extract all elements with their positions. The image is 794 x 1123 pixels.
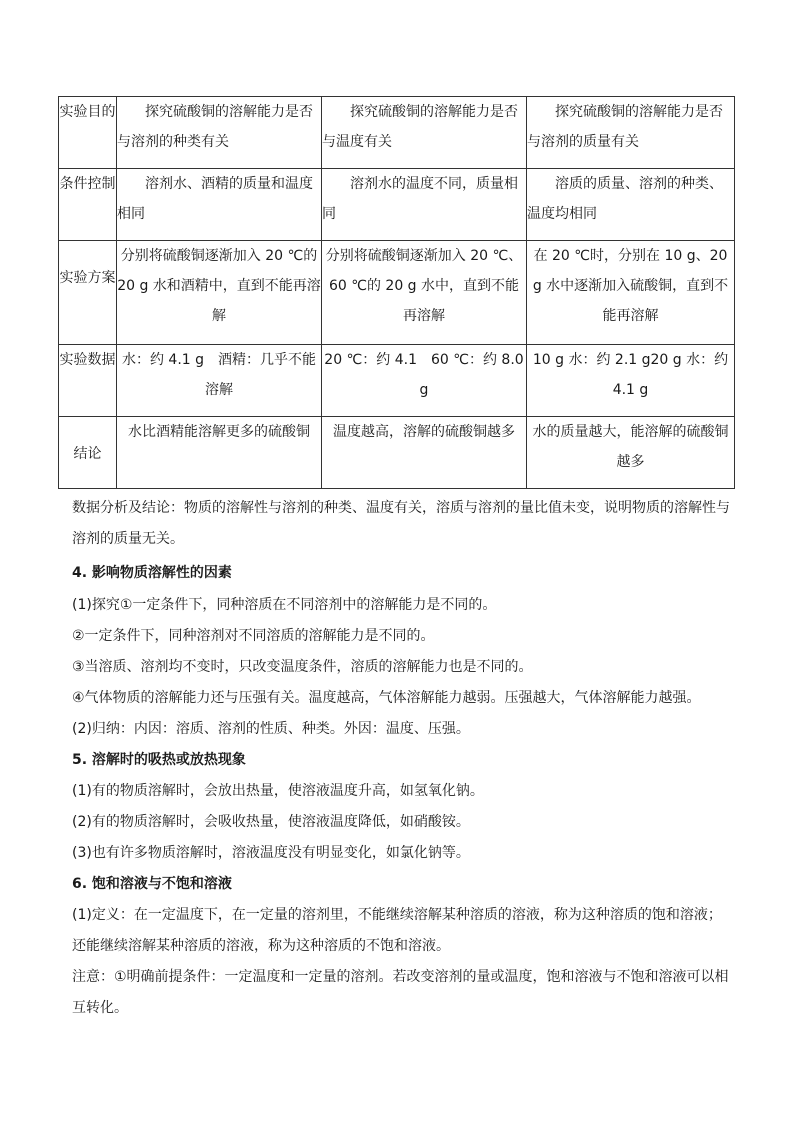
table-row bbox=[59, 97, 735, 169]
cell-text: 分别将硫酸铜逐渐加入 20 ℃的 20 g 水和酒精中，直到不能再溶解 bbox=[117, 248, 321, 324]
cell-text: 探究硫酸铜的溶解能力是否与温度有关 bbox=[322, 104, 518, 150]
table-row bbox=[59, 241, 735, 345]
section-4-item-3: ③当溶质、溶剂均不变时，只改变温度条件，溶质的溶解能力也是不同的。 bbox=[72, 659, 533, 675]
cell-text: 水比酒精能溶解更多的硫酸铜 bbox=[128, 424, 310, 440]
table-cell bbox=[527, 345, 735, 417]
table-cell bbox=[322, 241, 527, 345]
row-header-plan: 实验方案 bbox=[59, 241, 117, 345]
table-row bbox=[59, 417, 735, 489]
table-cell bbox=[322, 97, 527, 169]
cell-text: 水：约 4.1 g 酒精：几乎不能溶解 bbox=[121, 352, 317, 398]
section-6-definition: (1)定义：在一定温度下，在一定量的溶剂里，不能继续溶解某种溶质的溶液，称为这种溶质的饱和溶液；还能继续溶解某种溶质的溶液，称为这种溶质的不饱和溶液。 bbox=[72, 907, 722, 954]
table-cell bbox=[322, 417, 527, 489]
cell-text: 分别将硫酸铜逐渐加入 20 ℃、60 ℃的 20 g 水中，直到不能再溶解 bbox=[325, 248, 523, 324]
table-cell bbox=[117, 169, 322, 241]
section-4-item-4: ④气体物质的溶解能力还与压强有关。温度越高，气体溶解能力越弱。压强越大，气体溶解能力越强。 bbox=[72, 690, 701, 706]
cell-text: 温度越高，溶解的硫酸铜越多 bbox=[333, 424, 515, 440]
section-4-item-2: ②一定条件下，同种溶剂对不同溶质的溶解能力是不同的。 bbox=[72, 628, 435, 644]
cell-text: 水的质量越大，能溶解的硫酸铜越多 bbox=[532, 424, 729, 470]
cell-text: 在 20 ℃时，分别在 10 g、20 g 水中逐渐加入硫酸铜，直到不能再溶解 bbox=[532, 248, 729, 324]
table-cell bbox=[117, 345, 322, 417]
analysis-paragraph: 数据分析及结论：物质的溶解性与溶剂的种类、温度有关，溶质与溶剂的量比值未变，说明物质的溶解性与溶剂的质量无关。 bbox=[72, 500, 730, 547]
cell-text: 20 ℃：约 4.1 60 ℃：约 8.0 g bbox=[324, 352, 524, 398]
cell-text: 探究硫酸铜的溶解能力是否与溶剂的种类有关 bbox=[117, 104, 313, 150]
cell-text: 10 g 水：约 2.1 g20 g 水：约 4.1 g bbox=[532, 352, 729, 398]
cell-text: 溶质的质量、溶剂的种类、温度均相同 bbox=[527, 176, 723, 222]
cell-text: 探究硫酸铜的溶解能力是否与溶剂的质量有关 bbox=[527, 104, 723, 150]
table-cell bbox=[117, 417, 322, 489]
table-cell bbox=[117, 241, 322, 345]
section-5-item-3: (3)也有许多物质溶解时，溶液温度没有明显变化，如氯化钠等。 bbox=[72, 845, 470, 861]
cell-text: 溶剂水的温度不同，质量相同 bbox=[322, 176, 518, 222]
section-5-item-2: (2)有的物质溶解时，会吸收热量，使溶液温度降低，如硝酸铵。 bbox=[72, 814, 470, 830]
table-cell bbox=[527, 417, 735, 489]
cell-text: 溶剂水、酒精的质量和温度相同 bbox=[117, 176, 313, 222]
row-header-purpose: 实验目的 bbox=[59, 97, 117, 169]
table-cell bbox=[527, 169, 735, 241]
row-header-conclusion: 结论 bbox=[59, 417, 117, 489]
row-header-data: 实验数据 bbox=[59, 345, 117, 417]
table-cell bbox=[527, 241, 735, 345]
table-cell bbox=[322, 169, 527, 241]
section-5-item-1: (1)有的物质溶解时，会放出热量，使溶液温度升高，如氢氧化钠。 bbox=[72, 783, 484, 799]
table-row bbox=[59, 169, 735, 241]
table-cell bbox=[527, 97, 735, 169]
section-4-title: 4. 影响物质溶解性的因素 bbox=[72, 565, 232, 581]
section-5-title: 5. 溶解时的吸热或放热现象 bbox=[72, 752, 246, 768]
section-4-summary: (2)归纳：内因：溶质、溶剂的性质、种类。外因：温度、压强。 bbox=[72, 721, 470, 737]
row-header-condition: 条件控制 bbox=[59, 169, 117, 241]
table-cell bbox=[322, 345, 527, 417]
section-6-title: 6. 饱和溶液与不饱和溶液 bbox=[72, 876, 232, 892]
section-6-note: 注意：①明确前提条件：一定温度和一定量的溶剂。若改变溶剂的量或温度，饱和溶液与不饱和溶液可以相互转化。 bbox=[72, 969, 729, 1016]
experiment-table bbox=[58, 96, 735, 489]
section-4-item-1: (1)探究①一定条件下，同种溶质在不同溶剂中的溶解能力是不同的。 bbox=[72, 597, 497, 613]
table-cell bbox=[117, 97, 322, 169]
table-row bbox=[59, 345, 735, 417]
